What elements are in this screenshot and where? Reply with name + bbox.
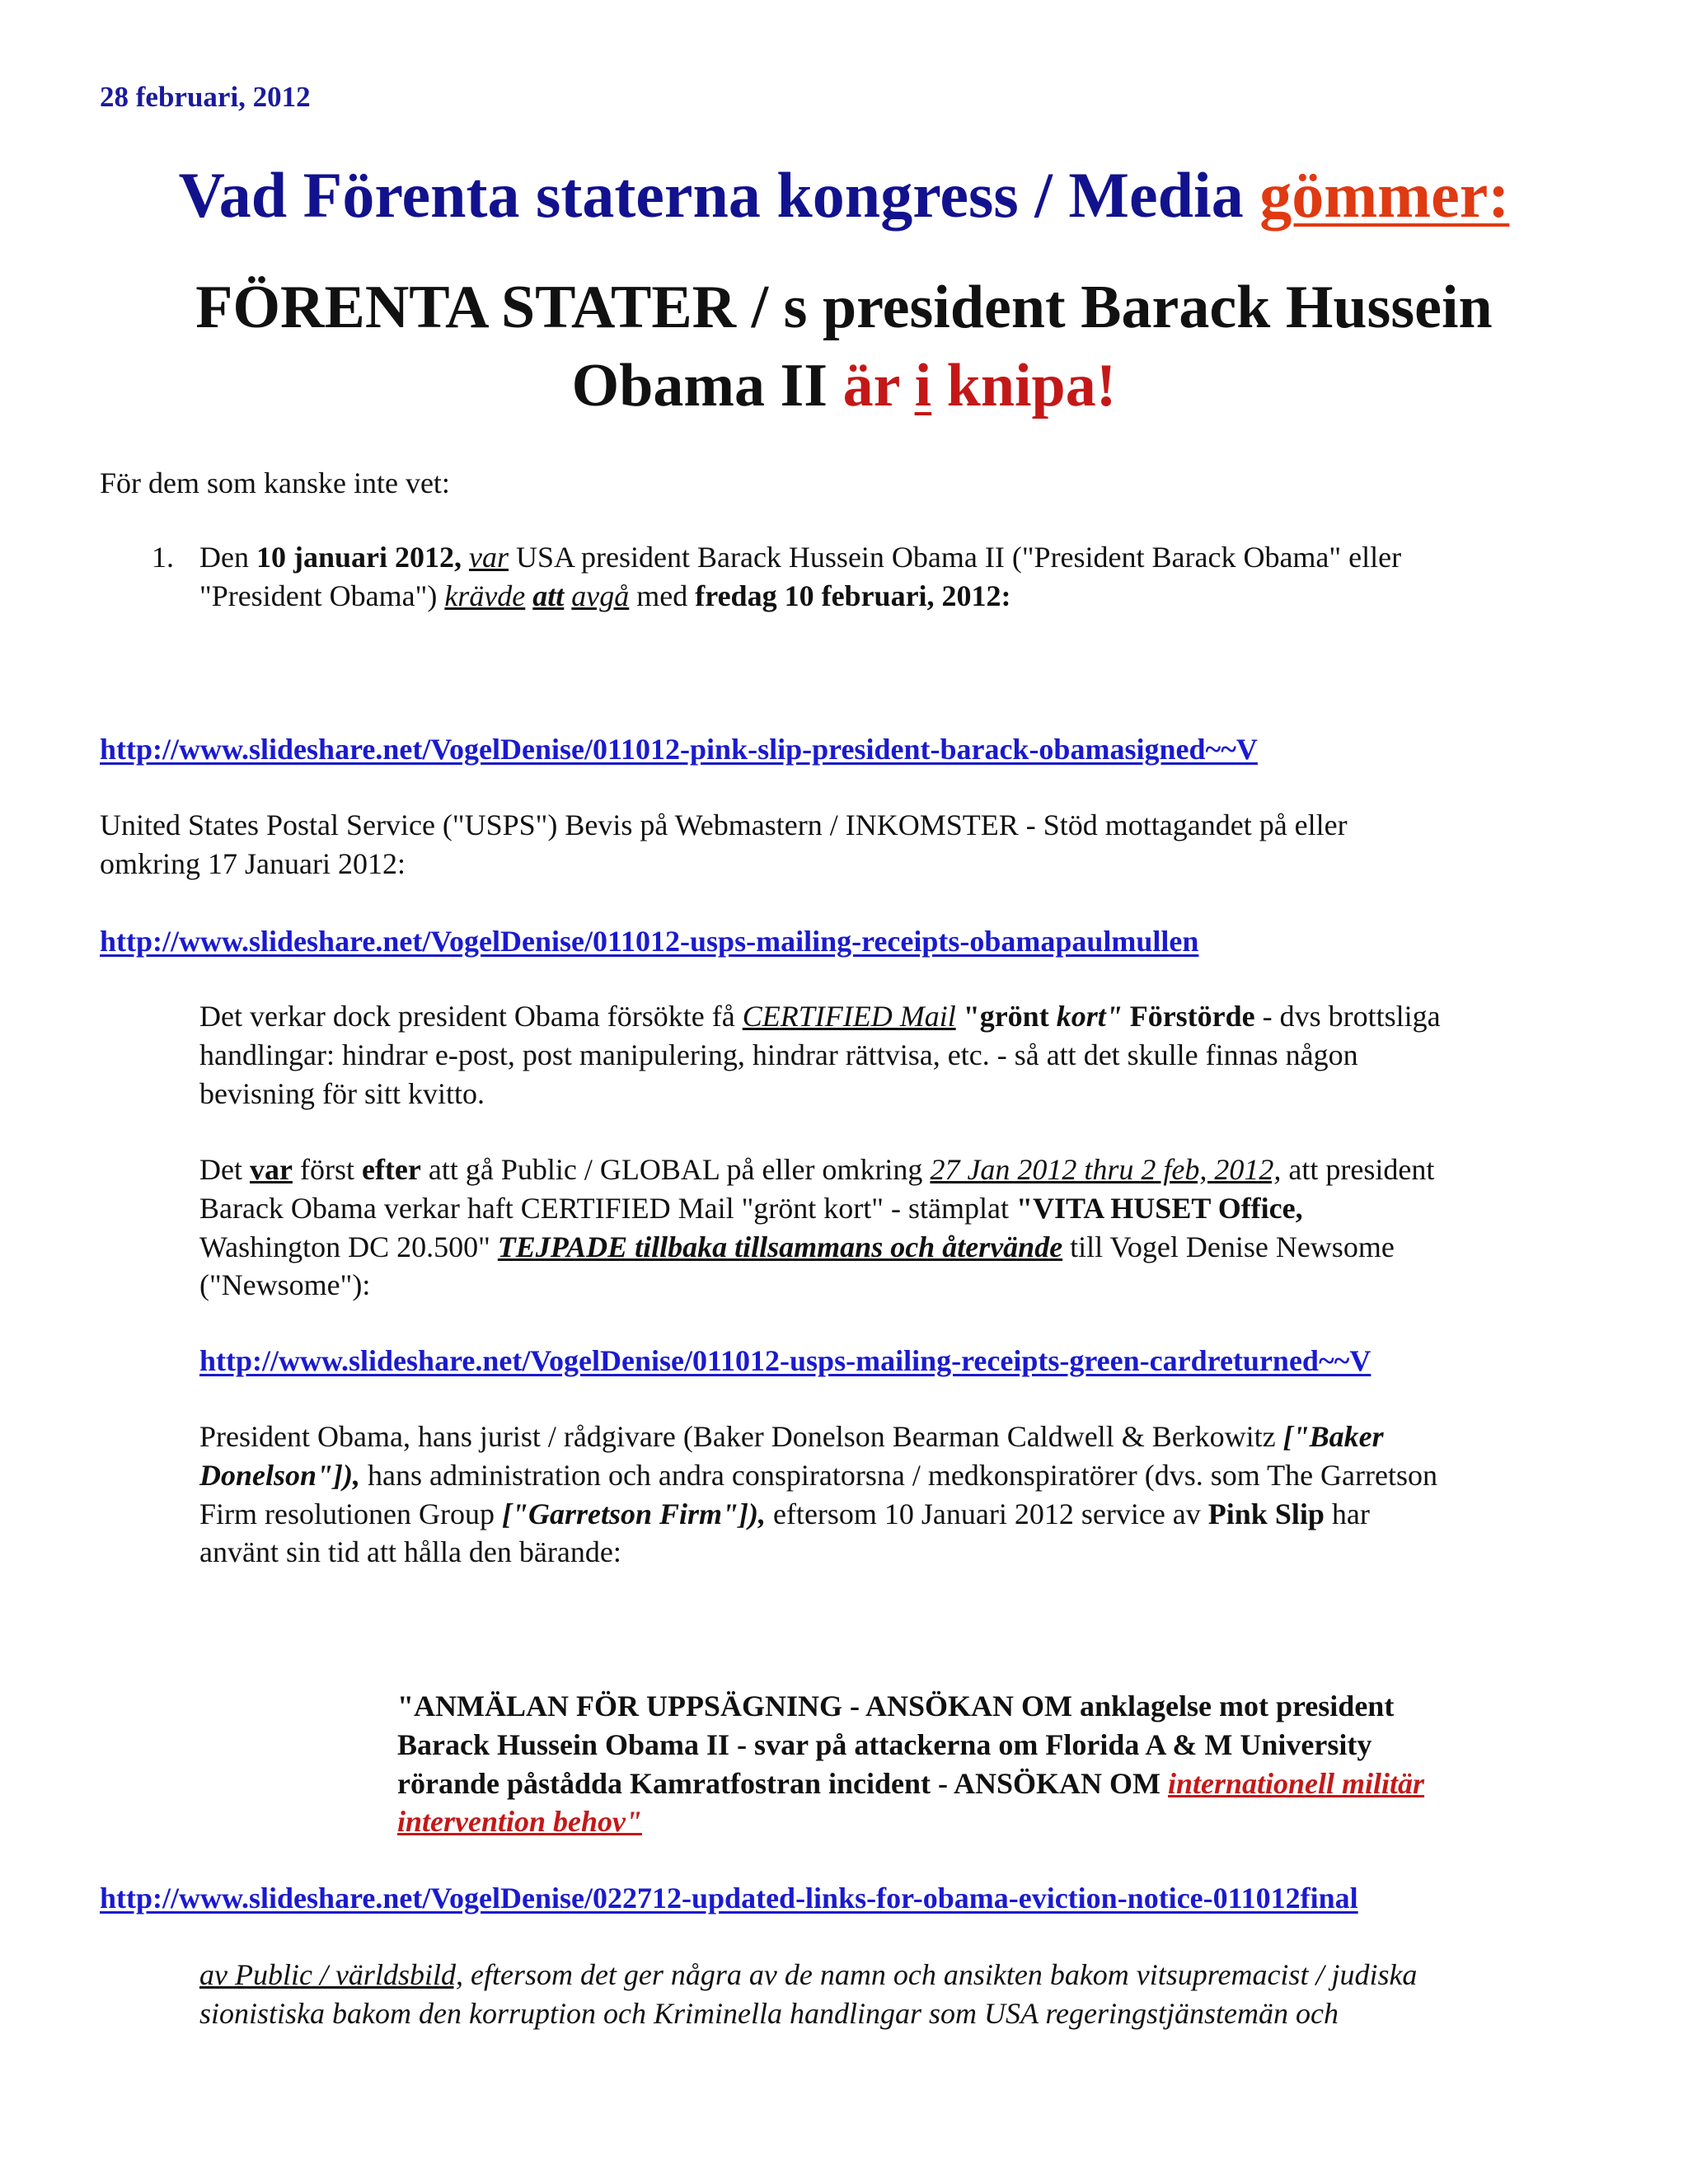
paragraph-certified-mail: Det verkar dock president Obama försökte få CERTIFIED Mail "grönt kort" Förstörde - dvs brottsliga handlingar: hindrar e-post, post manipulering, hindrar rättvisa, etc. - så att det skulle finnas någon bevisning för sitt kvitto. [199, 1000, 1441, 1110]
list-item-1: Den 10 januari 2012, var USA president Barack Hussein Obama II ("President Barack Obama" eller "President Obama") krävde att avgå med fredag 10 februari, 2012: [199, 541, 1402, 612]
slideshare-link-usps-receipts[interactable]: http://www.slideshare.net/VogelDenise/011012-usps-mailing-receipts-obamapaulmullen [100, 925, 1199, 958]
intro-text: För dem som kanske inte vet: [100, 466, 450, 499]
sub-heading-line-1: FÖRENTA STATER / s president Barack Hussein [195, 274, 1493, 341]
slideshare-link-pink-slip[interactable]: http://www.slideshare.net/VogelDenise/011012-pink-slip-president-barack-obamasigned~~V [100, 733, 1258, 766]
document-date: 28 februari, 2012 [100, 81, 311, 113]
slideshare-link-eviction-notice[interactable]: http://www.slideshare.net/VogelDenise/022712-updated-links-for-obama-eviction-notice-011012final [100, 1882, 1358, 1915]
main-heading: Vad Förenta staterna kongress / Media gömmer: [178, 159, 1510, 231]
quote-block: "ANMÄLAN FÖR UPPSÄGNING - ANSÖKAN OM anklagelse mot president Barack Hussein Obama II - svar på attackerna om Florida A & M University rörande påstådda Kamratfostran incident - ANSÖKAN OM internationell militär intervention behov" [397, 1690, 1425, 1839]
usps-text: United States Postal Service ("USPS") Bevis på Webmastern / INKOMSTER - Stöd mottagandet på eller omkring 17 Januari 2012: [100, 808, 1348, 880]
paragraph-public-global: Det var först efter att gå Public / GLOBAL på eller omkring 27 Jan 2012 thru 2 feb, 2012, att president Barack Obama verkar haft CERTIFIED Mail "grönt kort" - stämplat "VITA HUSET Office, Washington DC 20.500" TEJPADE tillbaka tillsammans och återvände till Vogel Denise Newsome ("Newsome"): [199, 1153, 1435, 1302]
heading-highlight: gömmer: [1259, 159, 1510, 231]
paragraph-baker-donelson: President Obama, hans jurist / rådgivare (Baker Donelson Bearman Caldwell & Berkowitz ["Baker Donelson"]), hans administration och andra conspiratorsna / medkonspiratörer (dvs. som The Garretson Firm resolutionen Group ["Garretson Firm"]), eftersom 10 Januari 2012 service av Pink Slip har använt sin tid att hålla den bärande: [199, 1420, 1438, 1569]
slideshare-link-green-card[interactable]: http://www.slideshare.net/VogelDenise/011012-usps-mailing-receipts-green-cardreturned~~V [199, 1344, 1372, 1377]
sub-heading [0, 269, 1688, 424]
paragraph-world-view: av Public / världsbild, eftersom det ger några av de namn och ansikten bakom vitsupremacist / judiska sionistiska bakom den korruption och Kriminella handlingar som USA regeringstjänstemän och [199, 1958, 1418, 2030]
sub-heading-line-2: Obama II är i knipa! [571, 351, 1117, 419]
list-number: 1. [152, 541, 174, 574]
